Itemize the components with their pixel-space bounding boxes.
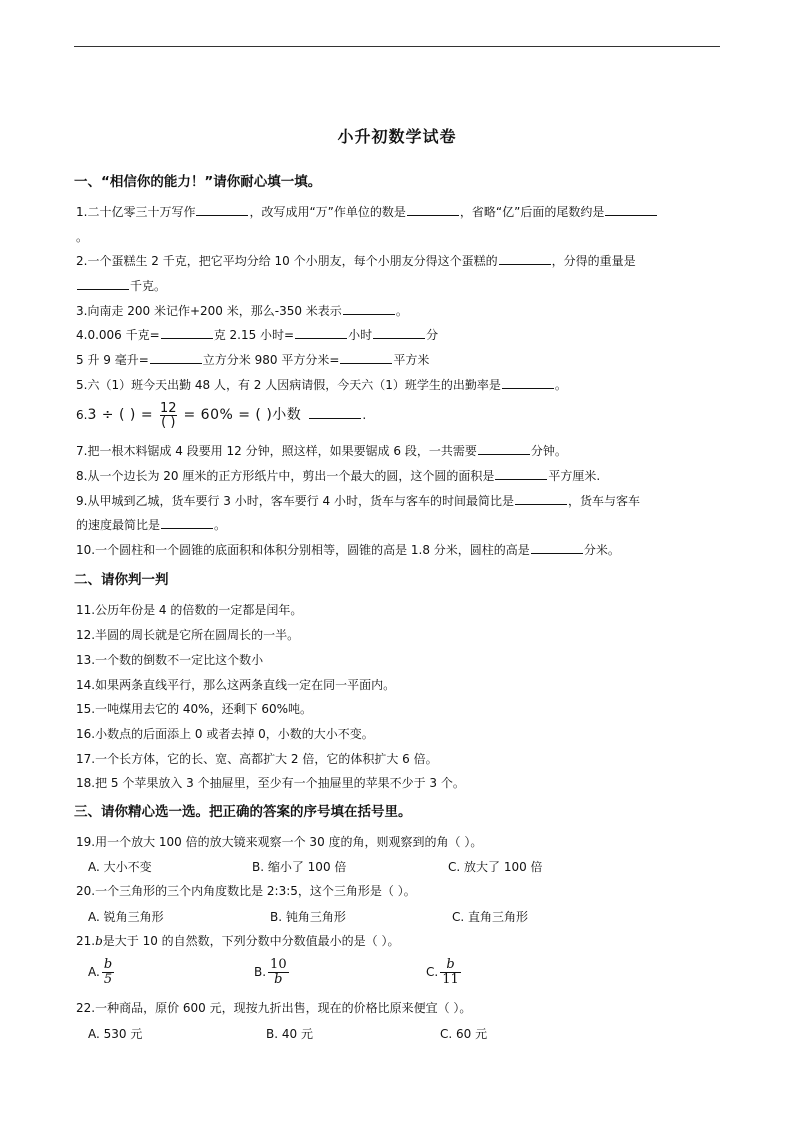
q3-text-a: 3.向南走 200 米记作+200 米，那么-350 米表示 bbox=[76, 304, 342, 318]
q3-text-b: 。 bbox=[395, 304, 408, 318]
judge-item: 14.如果两条直线平行，那么这两条直线一定在同一平面内。 bbox=[76, 678, 396, 692]
section-heading-judge: 二、请你判一判 bbox=[74, 572, 169, 588]
q6-fraction bbox=[160, 402, 177, 429]
question-2-cont bbox=[76, 278, 166, 294]
answer-blank[interactable] bbox=[478, 443, 530, 455]
option-b-label: B. bbox=[254, 965, 267, 979]
question-1-end: 。 bbox=[76, 230, 89, 244]
q10-text-a: 10.一个圆柱和一个圆锥的底面积和体积分别相等，圆锥的高是 1.8 分米，圆柱的高是 bbox=[76, 543, 530, 557]
q21-stem: 是大于 10 的自然数，下列分数中分数值最小的是（ ）。 bbox=[102, 934, 400, 948]
answer-blank[interactable] bbox=[309, 407, 361, 419]
q5-text-b: 。 bbox=[554, 378, 567, 392]
answer-blank[interactable] bbox=[77, 278, 129, 290]
q2-text-c: 千克。 bbox=[130, 279, 167, 293]
q4b-text-b: 立方分米 980 平方分米= bbox=[202, 353, 340, 367]
judge-item: 17.一个长方体，它的长、宽、高都扩大 2 倍，它的体积扩大 6 倍。 bbox=[76, 752, 438, 766]
fraction-denominator: b bbox=[274, 972, 283, 987]
option-a[interactable]: A. 大小不变 bbox=[88, 860, 152, 874]
q8-text-a: 8.从一个边长为 20 厘米的正方形纸片中，剪出一个最大的圆，这个圆的面积是 bbox=[76, 469, 495, 483]
q6-fraction-num: 12 bbox=[160, 401, 177, 416]
option-c-label: C. bbox=[426, 965, 439, 979]
option-b[interactable]: B. 缩小了 100 倍 bbox=[252, 860, 347, 874]
q21-variable: b bbox=[95, 934, 103, 948]
judge-item: 18.把 5 个苹果放入 3 个抽屉里，至少有一个抽屉里的苹果不少于 3 个。 bbox=[76, 776, 465, 790]
question-7 bbox=[76, 443, 567, 459]
q6-equation-a: 3 ÷ ( ) = bbox=[87, 407, 158, 423]
q9-text-b-line: 的速度最简比是 bbox=[76, 518, 161, 532]
question-3 bbox=[76, 303, 408, 319]
q4-text-b: 克 2.15 小时= bbox=[213, 328, 295, 342]
answer-blank[interactable] bbox=[495, 468, 547, 480]
q2-text-b: ，分得的重量是 bbox=[551, 254, 636, 268]
option-b[interactable]: B. 40 元 bbox=[266, 1027, 313, 1041]
question-9-cont bbox=[76, 517, 226, 533]
answer-blank[interactable] bbox=[161, 517, 213, 529]
q9-text-b: ，货车与客车 bbox=[567, 494, 640, 508]
judge-item: 12.半圆的周长就是它所在圆周长的一半。 bbox=[76, 628, 300, 642]
judge-item: 13.一个数的倒数不一定比这个数小 bbox=[76, 653, 264, 667]
question-20: 20.一个三角形的三个内角度数比是 2:3:5，这个三角形是（ ）。 bbox=[76, 884, 416, 898]
answer-blank[interactable] bbox=[196, 204, 248, 216]
section-heading-choice: 三、请你精心选一选。把正确的答案的序号填在括号里。 bbox=[74, 804, 412, 820]
q10-text-b: 分米。 bbox=[583, 543, 620, 557]
q4b-text-c: 平方米 bbox=[393, 353, 430, 367]
judge-item: 11.公历年份是 4 的倍数的一定都是闰年。 bbox=[76, 603, 303, 617]
question-22: 22.一种商品，原价 600 元，现按九折出售，现在的价格比原来便宜（ ）。 bbox=[76, 1001, 472, 1015]
option-c[interactable]: C. 放大了 100 倍 bbox=[448, 860, 543, 874]
fraction-numerator: 10 bbox=[270, 957, 287, 972]
question-4b bbox=[76, 352, 429, 368]
judge-item: 15.一吨煤用去它的 40%，还剩下 60%吨。 bbox=[76, 702, 313, 716]
judge-item: 16.小数点的后面添上 0 或者去掉 0，小数的大小不变。 bbox=[76, 727, 374, 741]
q4-text-a: 4.0.006 千克= bbox=[76, 328, 160, 342]
q6-fraction-den: ( ) bbox=[161, 415, 176, 430]
q21-options bbox=[88, 958, 688, 992]
answer-blank[interactable] bbox=[515, 493, 567, 505]
question-4 bbox=[76, 327, 438, 343]
answer-blank[interactable] bbox=[343, 303, 395, 315]
q9-text-c: 。 bbox=[214, 518, 227, 532]
option-b[interactable]: B. 钝角三角形 bbox=[270, 910, 346, 924]
fraction-numerator: b bbox=[440, 958, 461, 973]
header-rule bbox=[74, 46, 720, 47]
q21-prefix: 21. bbox=[76, 934, 96, 948]
answer-blank[interactable] bbox=[295, 327, 347, 339]
q20-options bbox=[88, 908, 688, 928]
q4b-text-a: 5 升 9 毫升= bbox=[76, 353, 149, 367]
q1-text-c: ，省略“亿”后面的尾数约是 bbox=[459, 205, 605, 219]
q5-text-a: 5.六（1）班今天出勤 48 人，有 2 人因病请假，今天六（1）班学生的出勤率是 bbox=[76, 378, 501, 392]
option-a[interactable] bbox=[88, 958, 114, 987]
section-heading-fill: 一、“相信你的能力！”请你耐心填一填。 bbox=[74, 174, 322, 190]
answer-blank[interactable] bbox=[499, 253, 551, 265]
q2-text-a: 2.一个蛋糕生 2 千克，把它平均分给 10 个小朋友，每个小朋友分得这个蛋糕的 bbox=[76, 254, 498, 268]
q6-suffix: . bbox=[362, 408, 367, 422]
option-c[interactable] bbox=[426, 958, 461, 987]
option-c[interactable]: C. 60 元 bbox=[440, 1027, 488, 1041]
fraction-numerator: b bbox=[103, 957, 113, 972]
question-2 bbox=[76, 253, 636, 269]
question-10 bbox=[76, 542, 620, 558]
option-b[interactable] bbox=[254, 958, 289, 987]
q4-text-c: 小时 bbox=[348, 328, 373, 342]
answer-blank[interactable] bbox=[605, 204, 657, 216]
question-6 bbox=[76, 400, 366, 430]
answer-blank[interactable] bbox=[340, 352, 392, 364]
option-a[interactable]: A. 530 元 bbox=[88, 1027, 143, 1041]
fraction-denominator: 5 bbox=[103, 972, 113, 987]
question-8 bbox=[76, 468, 600, 484]
q19-options bbox=[88, 858, 688, 878]
fraction-b-over-5 bbox=[102, 958, 114, 987]
q1-text-a: 1.二十亿零三十万写作 bbox=[76, 205, 196, 219]
option-a-label: A. bbox=[88, 965, 100, 979]
question-1 bbox=[76, 204, 658, 220]
fraction-b-over-11 bbox=[440, 958, 461, 987]
answer-blank[interactable] bbox=[407, 204, 459, 216]
question-5 bbox=[76, 377, 567, 393]
answer-blank[interactable] bbox=[373, 327, 425, 339]
q9-text-a: 9.从甲城到乙城，货车要行 3 小时，客车要行 4 小时，货车与客车的时间最简比是 bbox=[76, 494, 514, 508]
page-title: 小升初数学试卷 bbox=[337, 127, 457, 146]
question-9 bbox=[76, 493, 640, 509]
answer-blank[interactable] bbox=[531, 542, 583, 554]
q8-text-b: 平方厘米. bbox=[548, 469, 601, 483]
q4-text-d: 分 bbox=[426, 328, 439, 342]
question-21 bbox=[76, 933, 400, 949]
answer-blank[interactable] bbox=[502, 377, 554, 389]
answer-blank[interactable] bbox=[161, 327, 213, 339]
q6-equation-b: = 60% = ( )小数 bbox=[178, 407, 302, 423]
q6-prefix: 6. bbox=[76, 408, 88, 422]
question-19: 19.用一个放大 100 倍的放大镜来观察一个 30 度的角，则观察到的角（ ）。 bbox=[76, 835, 483, 849]
option-c[interactable]: C. 直角三角形 bbox=[452, 910, 529, 924]
option-a[interactable]: A. 锐角三角形 bbox=[88, 910, 164, 924]
fraction-10-over-b bbox=[268, 958, 289, 987]
answer-blank[interactable] bbox=[150, 352, 202, 364]
q22-options bbox=[88, 1025, 688, 1045]
q7-text-a: 7.把一根木料锯成 4 段要用 12 分钟，照这样，如果要锯成 6 段，一共需要 bbox=[76, 444, 477, 458]
q1-text-b: ，改写成用“万”作单位的数是 bbox=[249, 205, 406, 219]
q7-text-b: 分钟。 bbox=[530, 444, 567, 458]
fraction-denominator: 11 bbox=[442, 972, 459, 987]
